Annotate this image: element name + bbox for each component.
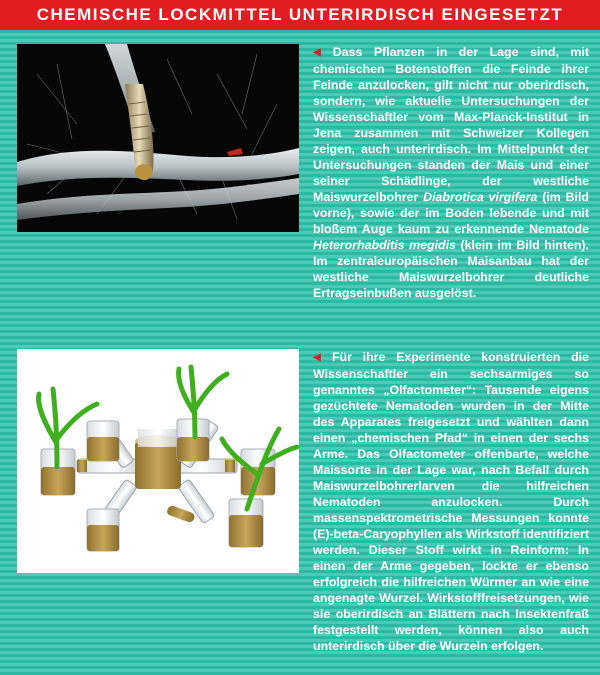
larva-photo <box>17 44 299 232</box>
paragraph-text-c: (klein im Bild hinten). Im zentraleuropäischen Maisanbau hat der westliche Maiswurzelbohrer deutliche Ertragseinbußen ausgelöst. <box>313 238 589 300</box>
paragraph-olfactometer <box>313 349 589 654</box>
olfactometer-illustration <box>17 349 299 573</box>
species-name-heterorhabditis: Heterorhabditis megidis <box>313 238 456 252</box>
page-title: CHEMISCHE LOCKMITTEL UNTERIRDISCH EINGESETZT <box>0 0 600 30</box>
paragraph-larva <box>313 44 589 301</box>
paragraph-text-b: (im Bild vorne), sowie der im Boden lebende und mit bloßem Auge kaum zu erkennende Nematode <box>313 190 589 236</box>
triangle-left-icon: ◀ <box>313 47 329 58</box>
paragraph-text: Für ihre Experimente konstruierten die Wissenschaftler ein sechsarmiges so genanntes „Olfactometer“: Tausende eigens gezüchtete Nematoden wurden in der Mitte des Apparates freigesetzt und wählten dann einen „chemischen Pfad“ in einen der sechs Arme. Das Olfactometer offenbarte, welche Maissorte in der Lage war, nach Befall durch Maiswurzelbohrerlarven die hilfreichen Nematoden anzulocken. Durch massenspektrometrische Messungen konnte (E)-beta-Caryophyllen als Wirkstoff identifiziert werden. Dieser Stoff wirkt in Reinform: In einen der Arme gegeben, lockte er ebenso erfolgreich die hilfreichen Würmer an wie eine angenagte Wurzel. Wirkstofffreisetzungen, wie sie oberirdisch an Blättern nach Insektenfraß festgestellt werden, können also auch unterirdisch über die Wurzeln erfolgen. <box>313 350 589 653</box>
triangle-left-icon: ◀ <box>313 352 328 363</box>
paragraph-text-a: Dass Pflanzen in der Lage sind, mit chemischen Botenstoffen die Feinde ihrer Feinde anzulocken, gilt nicht nur oberirdisch, sondern, wie aktuelle Untersuchungen der Wissenschaftler vom Max-Planck-Institut in Jena zusammen mit Schweizer Kollegen zeigen, auch unterirdisch. Im Mittelpunkt der Untersuchungen standen der Mais und einer seiner Schädlinge, der westliche Maiswurzelbohrer <box>313 45 589 204</box>
species-name-diabrotica: Diabrotica virgifera <box>423 190 538 204</box>
